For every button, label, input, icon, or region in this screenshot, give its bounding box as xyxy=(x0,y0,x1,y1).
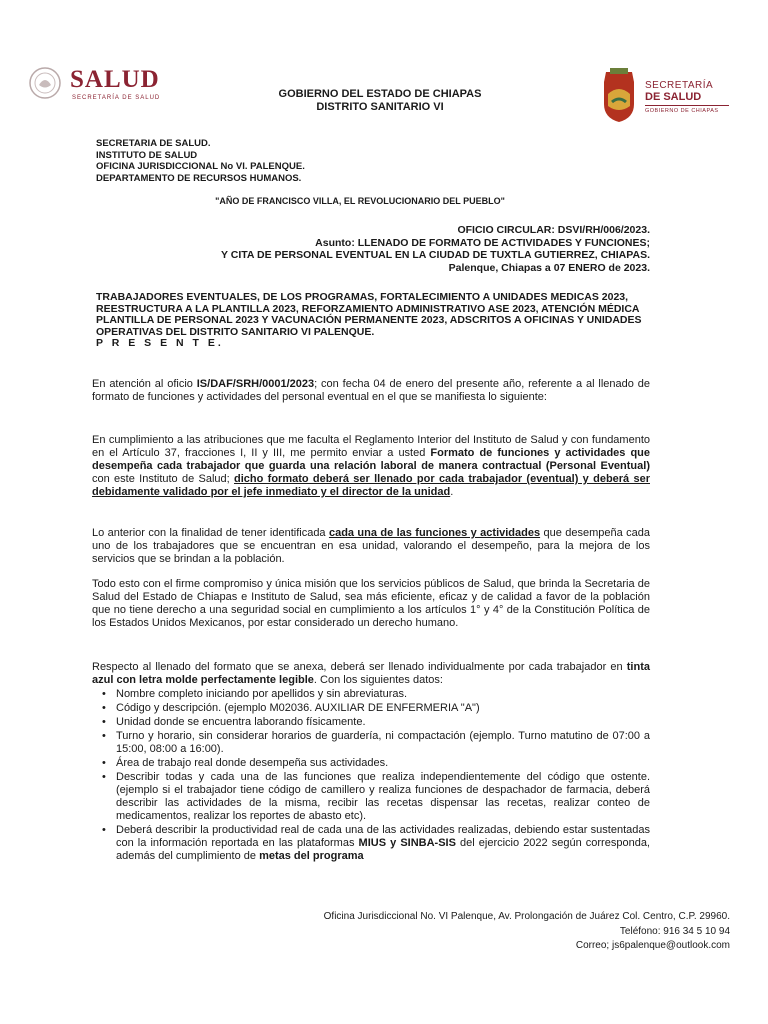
sender-line: DEPARTAMENTO DE RECURSOS HUMANOS. xyxy=(96,172,302,184)
secretaria-logo-line-3: GOBIERNO DE CHIAPAS xyxy=(645,108,719,114)
list-item: • Código y descripción. (ejemplo M02036. AUXILIAR DE ENFERMERIA "A") xyxy=(92,702,650,715)
p2-bold: Formato de funciones y actividades que desempeña cada trabajador que guarda una relación laboral de manera contractual (Personal Eventual) xyxy=(92,447,650,472)
list-item: • Turno y horario, sin considerar horarios de guardería, ni compactación (ejemplo. Turno matutino de 07:00 a 15:00, 08:00 a 16:00). xyxy=(92,730,650,756)
salud-logo-text: SALUD xyxy=(70,66,160,93)
secretaria-salud-logo xyxy=(598,68,738,126)
last-bullet-platforms: MIUS y SINBA-SIS xyxy=(358,837,456,849)
sender-line: SECRETARIA DE SALUD. xyxy=(96,138,211,149)
p3-underlined: cada una de las funciones y actividades xyxy=(328,527,541,539)
salud-logo xyxy=(28,66,178,106)
paragraph-2 xyxy=(92,434,650,499)
secretaria-logo-divider xyxy=(645,105,729,106)
p1-reference: IS/DAF/SRH/0001/2023 xyxy=(196,378,315,390)
paragraph-3 xyxy=(92,527,650,566)
footer-contact xyxy=(324,910,730,954)
p3-text-a: Lo anterior con la finalidad de tener identificada xyxy=(92,527,329,539)
paragraph-1 xyxy=(92,378,650,404)
list-item: • Área de trabajo real donde desempeña sus actividades. xyxy=(92,757,650,770)
document-header xyxy=(230,88,530,114)
header-line-2: DISTRITO SANITARIO VI xyxy=(316,101,444,113)
sender-line: INSTITUTO DE SALUD xyxy=(96,149,198,161)
oficio-date: Palenque, Chiapas a 07 ENERO de 2023. xyxy=(448,261,650,274)
year-motto: "AÑO DE FRANCISCO VILLA, EL REVOLUCIONARIO DEL PUEBLO" xyxy=(215,196,505,206)
recipients-text: TRABAJADORES EVENTUALES, DE LOS PROGRAMAS, FORTALECIMIENTO A UNIDADES MEDICAS 2023, REESTRUCTURA A LA PLANTILLA 2023, REFORZAMIENTO ADMINISTRATIVO ASE 2023, ATENCIÓN MÉDICA PLANTILLA DE PERSONAL 2023 Y VACUNACIÓN PERMANENTE 2023, ADSCRITOS A OFICINAS Y UNIDADES OPERATIVAS DEL DISTRITO SANITARIO VI PALENQUE. xyxy=(96,291,642,338)
oficio-number: OFICIO CIRCULAR: DSVI/RH/006/2023. xyxy=(457,224,650,236)
footer-address: Oficina Jurisdiccional No. VI Palenque, Av. Prolongación de Juárez Col. Centro, C.P. 29960. xyxy=(323,911,730,922)
p2-text-c: con este Instituto de Salud; xyxy=(92,473,235,485)
list-item: • Unidad donde se encuentra laborando físicamente. xyxy=(92,716,650,729)
sender-block xyxy=(96,138,305,184)
footer-phone: Teléfono: 916 34 5 10 94 xyxy=(619,925,730,937)
paragraph-4: Todo esto con el firme compromiso y única misión que los servicios públicos de Salud, que brinda la Secretaria de Salud del Estado de Chiapas e Instituto de Salud, sea más eficiente, eficaz y de calidad a favor de la población que no tiene derecho a una seguridad social en cumplimiento a los artículos 1° y 4° de la Constitución Política de los Estados Unidos Mexicanos, por estar considerado un derecho humano. xyxy=(92,578,650,629)
last-bullet-text-c: del ejercicio 2022 según corresponda, además del cumplimiento de xyxy=(116,837,650,862)
p5-text-a: Respecto al llenado del formato que se anexa, deberá ser llenado individualmente por cada trabajador en xyxy=(92,661,627,673)
p2-text-a: En cumplimiento a las atribuciones que me faculta el Reglamento Interior del Instituto de Salud y con fundamento en el Artículo 37, fracciones I, II y III, me permito enviar a usted xyxy=(92,434,650,459)
chiapas-shield-icon xyxy=(598,68,640,124)
sender-line: OFICINA JURISDICCIONAL No VI. PALENQUE. xyxy=(96,161,305,172)
mexico-seal-icon xyxy=(28,66,62,100)
last-bullet-text-a: Deberá describir la productividad real de cada una de las actividades realizadas, debiendo estar sustentadas con la información reportada en las plataformas xyxy=(116,824,650,849)
oficio-block xyxy=(221,224,650,274)
requirements-list xyxy=(92,688,650,864)
p2-text-e: . xyxy=(450,486,454,498)
oficio-asunto-line-2: Y CITA DE PERSONAL EVENTUAL EN LA CIUDAD DE TUXTLA GUTIERREZ, CHIAPAS. xyxy=(221,249,650,261)
p2-underlined: dicho formato deberá ser llenado por cada trabajador (eventual) y deberá ser debidamente validado por el jefe inmediato y el director de la unidad xyxy=(92,473,650,498)
list-item: • Describir todas y cada una de las funciones que realiza independientemente del código que ostente. (ejemplo si el trabajador tiene código de camillero y realiza funciones de despachador de farmacia, deberá describir las actividades de la misma, recibir las recetas dispensar las recetas, realizar conteo de medicamentos, realizar los reportes de abasto etc). xyxy=(92,771,650,823)
footer-email: Correo; js6palenque@outlook.com xyxy=(575,940,730,951)
p3-text-c: que desempeña cada uno de los trabajadores que se encuentran en esa unidad, valorando el desempeño, para la mejora de los servicios que se brindan a la población. xyxy=(92,527,650,565)
presente: P R E S E N T E. xyxy=(96,337,224,349)
list-item xyxy=(92,824,650,863)
secretaria-logo-line-1: SECRETARÍA xyxy=(645,80,714,91)
p1-text-a: En atención al oficio xyxy=(92,378,197,390)
recipients-block xyxy=(96,292,656,350)
header-line-1: GOBIERNO DEL ESTADO DE CHIAPAS xyxy=(278,88,482,100)
last-bullet-metas: metas del programa xyxy=(259,850,364,862)
p5-text-c: . Con los siguientes datos: xyxy=(313,674,443,686)
paragraph-5 xyxy=(92,661,650,687)
p5-bold: tinta azul con letra molde perfectamente legible xyxy=(92,661,650,686)
secretaria-logo-line-2: DE SALUD xyxy=(645,91,702,103)
p1-text-b: ; con fecha 04 de enero del presente año, referente a al llenado de formato de funciones y actividades del personal eventual en el que se manifiesta lo siguiente: xyxy=(92,378,650,403)
list-item: • Nombre completo iniciando por apellidos y sin abreviaturas. xyxy=(92,688,650,701)
oficio-asunto-line-1: Asunto: LLENADO DE FORMATO DE ACTIVIDADES Y FUNCIONES; xyxy=(315,236,650,249)
salud-logo-subtitle: SECRETARÍA DE SALUD xyxy=(72,95,161,101)
